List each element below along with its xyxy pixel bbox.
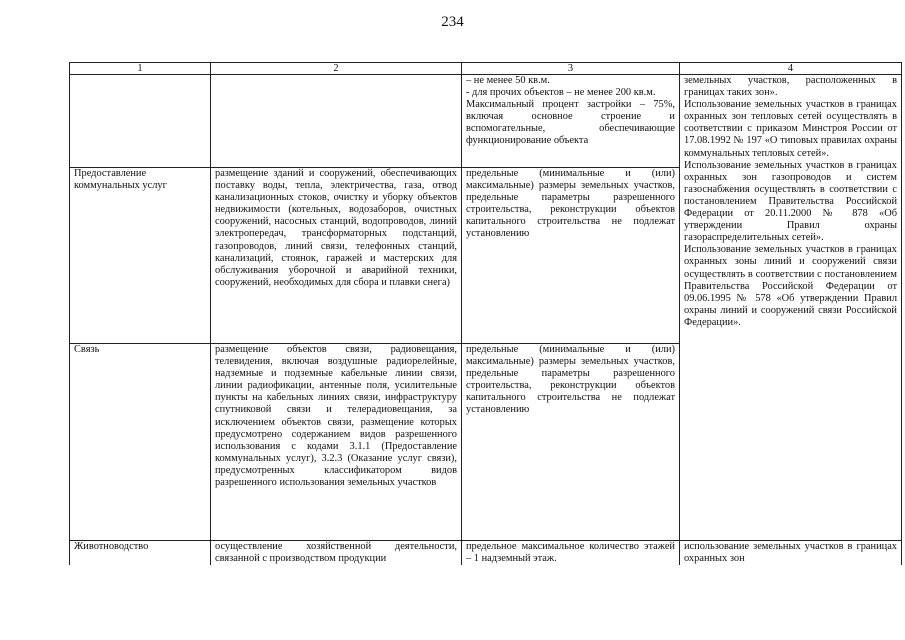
row-4-restrictions — [680, 541, 902, 566]
row-4-use-type — [70, 541, 211, 566]
table-row — [70, 541, 902, 566]
restrictions-cell — [680, 75, 902, 541]
row-1-use-type — [70, 75, 211, 168]
row-4-parameters-text: предельное максимальное количество этажей – 1 надземный этаж. — [466, 541, 675, 565]
row-4-use-type-text: Животноводство — [74, 541, 149, 552]
table-row — [70, 75, 902, 168]
restrictions-text: земельных участков, расположенных в границах таких зон». Использование земельных участков в границах охранных зон тепловых сетей осуществлять в соответствии с приказом Минстроя России от 17.08.1992 № 197 «О типовых правилах охраны коммунальных тепловых сетей». Использование земельных участков в границах охранных зон газопроводов и систем газоснабжения осуществлять в соответствии с постановлением Правительства Российской Федерации от 20.11.2000 № 878 «Об утверждении Правил охраны газораспределительных сетей». Использование земельных участков в границах охранных зоны линий и сооружений связи осуществлять в соответствии с постановлением Правительства Российской Федерации от 09.06.1995 № 578 «Об утверждении Правил охраны линий и сооружений связи Российской Федерации». — [684, 75, 897, 328]
row-2-use-type — [70, 168, 211, 344]
row-1-parameters — [462, 75, 680, 168]
row-3-parameters-text: предельные (минимальные и (или) максимальные) размеры земельных участков, предельные параметры разрешенного строительства, реконструкции объектов капитального строительства не подлежат установлению — [466, 344, 675, 416]
row-4-description — [211, 541, 462, 566]
row-3-parameters — [462, 344, 680, 541]
row-2-description — [211, 168, 462, 344]
row-1-parameters-text: – не менее 50 кв.м. - для прочих объектов – не менее 200 кв.м. Максимальный процент застройки – 75%, включая основное строение и вспомогательные, обеспечивающие функционирование объекта — [466, 75, 675, 147]
regulations-table — [69, 62, 902, 565]
row-2-parameters-text: предельные (минимальные и (или) максимальные) размеры земельных участков, предельные параметры разрешенного строительства, реконструкции объектов капитального строительства не подлежат установлению — [466, 168, 675, 240]
table-header-row — [70, 63, 902, 75]
row-4-parameters — [462, 541, 680, 566]
row-1-description — [211, 75, 462, 168]
row-4-restrictions-text: использование земельных участков в границах охранных зон — [684, 541, 897, 565]
header-cell-1: 1 — [70, 63, 211, 75]
row-2-description-text: размещение зданий и сооружений, обеспечивающих поставку воды, тепла, электричества, газа, отвод канализационных стоков, очистку и уборку объектов недвижимости (котельных, водозаборов, очистных сооружений, насосных станций, водопроводов, линий электропередач, трансформаторных подстанций, газопроводов, линий связи, телефонных станций, канализаций, стоянок, гаражей и мастерских для обслуживания уборочной и аварийной техники, сооружений, необходимых для сбора и плавки снега) — [215, 168, 457, 288]
row-2-parameters — [462, 168, 680, 344]
row-3-use-type — [70, 344, 211, 541]
header-cell-3: 3 — [462, 63, 680, 75]
row-3-description — [211, 344, 462, 541]
row-2-use-type-text: Предоставление коммунальных услуг — [74, 168, 167, 192]
page-number: 234 — [441, 14, 464, 30]
row-3-use-type-text: Связь — [74, 344, 100, 355]
header-cell-4: 4 — [680, 63, 902, 75]
row-4-description-text: осуществление хозяйственной деятельности, связанной с производством продукции — [215, 541, 457, 565]
header-cell-2: 2 — [211, 63, 462, 75]
row-3-description-text: размещение объектов связи, радиовещания, телевидения, включая воздушные радиорелейные, надземные и подземные кабельные линии связи, линии радиофикации, антенные поля, усилительные пункты на кабельных линиях связи, инфраструктуру спутниковой связи и телерадиовещания, за исключением объектов связи, размещение которых предусмотрено содержанием видов разрешенного использования с кодами 3.1.1 (Предоставление коммунальных услуг), 3.2.3 (Оказание услуг связи), предусмотренных классификатором видов разрешенного использования земельных участков — [215, 344, 457, 489]
